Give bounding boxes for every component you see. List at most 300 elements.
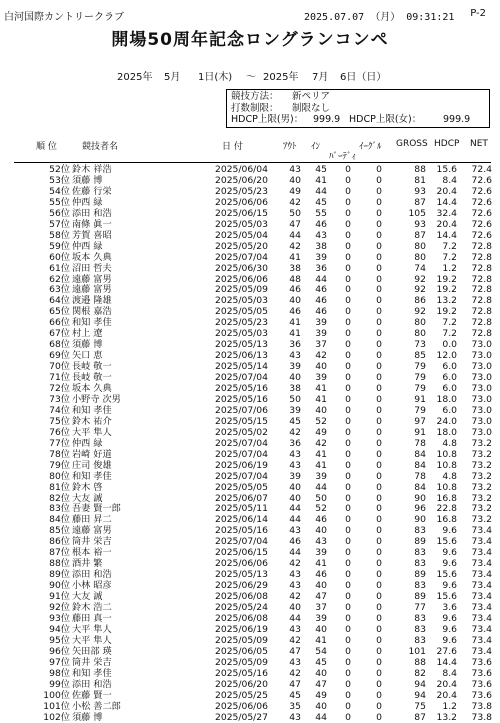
- cell-net: 73.2: [471, 481, 492, 493]
- cell-eagle: 0: [376, 229, 382, 241]
- cell-hdcp: 10.8: [436, 459, 457, 471]
- cell-eagle: 0: [376, 350, 382, 362]
- cell-birdie: 0: [345, 514, 351, 526]
- cell-net: 73.2: [471, 448, 492, 460]
- cell-net: 72.8: [471, 328, 492, 340]
- cell-in: 50: [315, 492, 327, 504]
- cell-date: 2025/07/04: [215, 448, 268, 460]
- cell-date: 2025/05/16: [215, 383, 268, 394]
- table-row: [0, 525, 500, 536]
- cell-gross: 87: [414, 196, 426, 208]
- cell-date: 2025/05/03: [215, 218, 268, 230]
- cell-name: 和知 孝佳: [72, 667, 112, 679]
- cell-rank: 57位: [49, 218, 70, 230]
- cell-out: 44: [289, 514, 301, 526]
- cell-rank: 59位: [49, 240, 70, 252]
- cell-date: 2025/05/16: [215, 393, 268, 405]
- cell-gross: 87: [414, 711, 426, 723]
- cell-date: 2025/06/06: [215, 273, 268, 285]
- cell-hdcp: 7.2: [442, 317, 457, 329]
- cell-name: 大平 隼人: [72, 426, 112, 438]
- cell-hdcp: 6.0: [442, 383, 457, 394]
- cell-hdcp: 6.0: [442, 361, 457, 373]
- cell-rank: 96位: [49, 645, 70, 657]
- cell-eagle: 0: [376, 328, 382, 340]
- cell-net: 73.2: [471, 503, 492, 515]
- cell-rank: 87位: [49, 547, 70, 559]
- cell-hdcp: 6.0: [442, 372, 457, 384]
- cell-net: 73.6: [471, 667, 492, 679]
- cell-in: 49: [315, 426, 327, 438]
- cell-gross: 83: [414, 547, 426, 559]
- cell-gross: 83: [414, 612, 426, 624]
- col-name: 競技者名: [82, 142, 119, 152]
- cell-gross: 97: [414, 415, 426, 427]
- table-row: [0, 361, 500, 372]
- cell-out: 40: [289, 174, 301, 186]
- cell-eagle: 0: [376, 317, 382, 329]
- cell-hdcp: 19.2: [436, 273, 457, 285]
- cell-in: 46: [315, 306, 327, 318]
- cell-date: 2025/06/15: [215, 547, 268, 559]
- cell-in: 44: [315, 481, 327, 493]
- cell-out: 35: [289, 700, 301, 712]
- cell-rank: 83位: [49, 503, 70, 515]
- cell-net: 72.8: [471, 251, 492, 263]
- cell-hdcp: 9.6: [442, 634, 457, 646]
- cell-rank: 99位: [49, 678, 70, 690]
- cell-eagle: 0: [376, 492, 382, 504]
- cell-name: 庄司 俊雄: [72, 459, 112, 471]
- cell-name: 南條 眞一: [72, 218, 112, 230]
- cell-net: 72.6: [471, 185, 492, 197]
- cell-in: 46: [315, 295, 327, 307]
- cell-in: 40: [315, 623, 327, 635]
- cell-rank: 97位: [49, 656, 70, 668]
- cell-date: 2025/05/23: [215, 185, 268, 197]
- cell-net: 72.6: [471, 174, 492, 186]
- cell-eagle: 0: [376, 196, 382, 208]
- cell-birdie: 0: [345, 185, 351, 197]
- cell-net: 73.0: [471, 404, 492, 416]
- cell-net: 73.2: [471, 459, 492, 471]
- cell-rank: 53位: [49, 174, 70, 186]
- cell-name: 長岐 敬一: [72, 372, 112, 384]
- cell-eagle: 0: [376, 273, 382, 285]
- cell-birdie: 0: [345, 306, 351, 318]
- cell-date: 2025/05/24: [215, 602, 268, 613]
- cell-name: 佐藤 行栄: [72, 185, 112, 197]
- cell-in: 36: [315, 262, 327, 274]
- cell-in: 41: [315, 393, 327, 405]
- cell-in: 46: [315, 569, 327, 581]
- cell-out: 36: [289, 437, 301, 449]
- table-row: [0, 547, 500, 558]
- cell-name: 須藤 博: [72, 174, 103, 186]
- cell-net: 73.4: [471, 591, 492, 603]
- cell-date: 2025/07/04: [215, 536, 268, 548]
- cell-hdcp: 8.4: [442, 174, 457, 186]
- cell-birdie: 0: [345, 437, 351, 449]
- cell-net: 72.6: [471, 207, 492, 219]
- cell-net: 73.4: [471, 525, 492, 537]
- limit-value: 制限なし: [292, 103, 331, 114]
- cell-in: 46: [315, 218, 327, 230]
- cell-gross: 85: [414, 350, 426, 362]
- cell-birdie: 0: [345, 426, 351, 438]
- cell-gross: 90: [414, 514, 426, 526]
- cell-gross: 80: [414, 317, 426, 329]
- cell-name: 吾妻 賢一郎: [72, 503, 121, 515]
- cell-gross: 84: [414, 448, 426, 460]
- cell-in: 37: [315, 602, 327, 613]
- cell-net: 73.4: [471, 536, 492, 548]
- cell-net: 72.8: [471, 273, 492, 285]
- cell-hdcp: 18.0: [436, 393, 457, 405]
- cell-net: 72.6: [471, 218, 492, 230]
- cell-date: 2025/05/13: [215, 569, 268, 581]
- table-row: [0, 175, 500, 186]
- cell-birdie: 0: [345, 580, 351, 592]
- cell-in: 45: [315, 164, 327, 175]
- table-row: [0, 646, 500, 657]
- cell-in: 46: [315, 514, 327, 526]
- cell-hdcp: 8.4: [442, 667, 457, 679]
- cell-gross: 80: [414, 328, 426, 340]
- cell-eagle: 0: [376, 284, 382, 296]
- cell-out: 42: [289, 591, 301, 603]
- cell-hdcp: 19.2: [436, 306, 457, 318]
- table-row: [0, 339, 500, 350]
- cell-out: 44: [289, 547, 301, 559]
- cell-date: 2025/06/06: [215, 196, 268, 208]
- cell-birdie: 0: [345, 459, 351, 471]
- cell-out: 47: [289, 678, 301, 690]
- cell-net: 73.6: [471, 678, 492, 690]
- cell-hdcp: 3.6: [442, 602, 457, 613]
- cell-date: 2025/06/30: [215, 262, 268, 274]
- table-row: [0, 164, 500, 175]
- col-birdie: ﾊﾞｰﾃﾞｨ: [329, 152, 357, 162]
- cell-hdcp: 7.2: [442, 328, 457, 340]
- cell-in: 39: [315, 251, 327, 263]
- cell-gross: 83: [414, 634, 426, 646]
- cell-gross: 80: [414, 240, 426, 252]
- cell-date: 2025/05/13: [215, 339, 268, 351]
- table-row: [0, 536, 500, 547]
- cell-rank: 75位: [49, 415, 70, 427]
- cell-gross: 92: [414, 284, 426, 296]
- cell-name: 芳賀 喜昭: [72, 229, 112, 241]
- cell-out: 49: [289, 185, 301, 197]
- cell-gross: 83: [414, 525, 426, 537]
- cell-out: 46: [289, 284, 301, 296]
- cell-gross: 84: [414, 459, 426, 471]
- cell-date: 2025/07/06: [215, 404, 268, 416]
- cell-name: 和知 孝佳: [72, 404, 112, 416]
- table-row: [0, 679, 500, 690]
- table-row: [0, 306, 500, 317]
- cell-gross: 79: [414, 372, 426, 384]
- cell-out: 45: [289, 415, 301, 427]
- cell-date: 2025/05/16: [215, 667, 268, 679]
- cell-birdie: 0: [345, 623, 351, 635]
- cell-rank: 89位: [49, 569, 70, 581]
- cell-out: 43: [289, 350, 301, 362]
- table-row: [0, 460, 500, 471]
- table-row: [0, 186, 500, 197]
- cell-gross: 82: [414, 667, 426, 679]
- cell-in: 41: [315, 383, 327, 394]
- cell-gross: 92: [414, 306, 426, 318]
- cell-name: 仲西 緑: [72, 437, 103, 449]
- cell-in: 41: [315, 634, 327, 646]
- cell-in: 45: [315, 656, 327, 668]
- period-separator: ～: [246, 72, 256, 83]
- cell-date: 2025/05/09: [215, 656, 268, 668]
- table-row: [0, 701, 500, 712]
- cell-date: 2025/05/02: [215, 426, 268, 438]
- cell-eagle: 0: [376, 448, 382, 460]
- cell-hdcp: 14.4: [436, 229, 457, 241]
- cell-hdcp: 9.6: [442, 623, 457, 635]
- cell-out: 43: [289, 569, 301, 581]
- period-end-day: 6日（日）: [340, 72, 387, 83]
- cell-out: 41: [289, 317, 301, 329]
- cell-hdcp: 9.6: [442, 525, 457, 537]
- cell-net: 72.4: [471, 164, 492, 175]
- cell-name: 遠藤 富男: [72, 525, 112, 537]
- cell-date: 2025/05/15: [215, 415, 268, 427]
- cell-net: 72.8: [471, 317, 492, 329]
- cell-rank: 55位: [49, 196, 70, 208]
- cell-birdie: 0: [345, 558, 351, 570]
- cell-name: 遠藤 富男: [72, 284, 112, 296]
- table-row: [0, 295, 500, 306]
- cell-hdcp: 20.4: [436, 689, 457, 701]
- cell-gross: 91: [414, 393, 426, 405]
- cell-name: 鈴木 祥浩: [72, 164, 112, 175]
- cell-in: 39: [315, 372, 327, 384]
- cell-out: 42: [289, 634, 301, 646]
- period-end-year: 2025年: [263, 72, 299, 83]
- cell-date: 2025/06/07: [215, 492, 268, 504]
- col-hdcp: HDCP: [434, 139, 460, 149]
- cell-gross: 84: [414, 481, 426, 493]
- cell-gross: 86: [414, 295, 426, 307]
- cell-name: 村上 遼: [72, 328, 103, 340]
- cell-out: 40: [289, 295, 301, 307]
- cell-name: 長岐 敬一: [72, 361, 112, 373]
- cell-gross: 73: [414, 339, 426, 351]
- table-row: [0, 241, 500, 252]
- cell-date: 2025/05/09: [215, 634, 268, 646]
- cell-in: 40: [315, 525, 327, 537]
- cell-net: 73.4: [471, 547, 492, 559]
- cell-eagle: 0: [376, 569, 382, 581]
- rules-box: [226, 89, 490, 128]
- cell-date: 2025/05/05: [215, 481, 268, 493]
- cell-eagle: 0: [376, 525, 382, 537]
- col-gross: GROSS: [396, 139, 428, 149]
- table-row: [0, 328, 500, 339]
- cell-out: 40: [289, 492, 301, 504]
- cell-gross: 78: [414, 470, 426, 482]
- cell-date: 2025/06/08: [215, 612, 268, 624]
- cell-eagle: 0: [376, 591, 382, 603]
- cell-birdie: 0: [345, 470, 351, 482]
- cell-birdie: 0: [345, 218, 351, 230]
- cell-in: 44: [315, 711, 327, 723]
- cell-birdie: 0: [345, 503, 351, 515]
- cell-in: 41: [315, 174, 327, 186]
- cell-hdcp: 27.6: [436, 645, 457, 657]
- cell-hdcp: 19.2: [436, 284, 457, 296]
- cell-rank: 93位: [49, 612, 70, 624]
- hdcp-female-label: HDCP上限(女)：: [349, 114, 422, 125]
- cell-net: 73.4: [471, 612, 492, 624]
- cell-name: 沼田 哲夫: [72, 262, 112, 274]
- cell-in: 43: [315, 536, 327, 548]
- cell-birdie: 0: [345, 262, 351, 274]
- table-row: [0, 712, 500, 723]
- cell-net: 73.6: [471, 689, 492, 701]
- table-row: [0, 197, 500, 208]
- cell-rank: 56位: [49, 207, 70, 219]
- cell-hdcp: 18.0: [436, 426, 457, 438]
- cell-gross: 101: [408, 645, 426, 657]
- cell-hdcp: 10.8: [436, 481, 457, 493]
- cell-eagle: 0: [376, 689, 382, 701]
- table-row: [0, 449, 500, 460]
- cell-rank: 91位: [49, 591, 70, 603]
- table-row: [0, 438, 500, 449]
- cell-eagle: 0: [376, 306, 382, 318]
- cell-net: 72.6: [471, 229, 492, 241]
- cell-net: 73.0: [471, 415, 492, 427]
- cell-birdie: 0: [345, 645, 351, 657]
- table-row: [0, 613, 500, 624]
- table-header: [0, 139, 500, 161]
- cell-gross: 87: [414, 229, 426, 241]
- cell-date: 2025/07/04: [215, 251, 268, 263]
- cell-hdcp: 1.2: [442, 262, 457, 274]
- cell-birdie: 0: [345, 350, 351, 362]
- cell-out: 40: [289, 481, 301, 493]
- cell-eagle: 0: [376, 262, 382, 274]
- hdcp-male-label: HDCP上限(男)：: [231, 114, 304, 125]
- cell-name: 大友 誠: [72, 492, 103, 504]
- cell-name: 筒井 栄吉: [72, 536, 112, 548]
- cell-eagle: 0: [376, 240, 382, 252]
- table-row: [0, 284, 500, 295]
- table-row: [0, 657, 500, 668]
- cell-net: 73.4: [471, 580, 492, 592]
- cell-birdie: 0: [345, 361, 351, 373]
- cell-name: 大平 隼人: [72, 623, 112, 635]
- cell-gross: 88: [414, 164, 426, 175]
- cell-gross: 93: [414, 218, 426, 230]
- cell-gross: 75: [414, 700, 426, 712]
- page-title: 開場50周年記念ロングランコンペ: [111, 30, 389, 50]
- cell-date: 2025/06/19: [215, 459, 268, 471]
- cell-rank: 58位: [49, 229, 70, 241]
- cell-name: 遠藤 富男: [72, 273, 112, 285]
- cell-date: 2025/07/04: [215, 372, 268, 384]
- cell-net: 72.8: [471, 284, 492, 296]
- cell-in: 47: [315, 678, 327, 690]
- cell-date: 2025/06/04: [215, 164, 268, 175]
- cell-net: 73.0: [471, 350, 492, 362]
- cell-hdcp: 9.6: [442, 547, 457, 559]
- cell-rank: 85位: [49, 525, 70, 537]
- cell-eagle: 0: [376, 218, 382, 230]
- cell-net: 73.2: [471, 470, 492, 482]
- period-start-day: 1日(木): [198, 72, 233, 83]
- cell-birdie: 0: [345, 383, 351, 394]
- cell-gross: 79: [414, 361, 426, 373]
- cell-gross: 94: [414, 689, 426, 701]
- cell-gross: 91: [414, 426, 426, 438]
- cell-net: 73.2: [471, 437, 492, 449]
- cell-eagle: 0: [376, 711, 382, 723]
- table-row: [0, 252, 500, 263]
- club-name: 白河国際カントリークラブ: [4, 12, 124, 23]
- cell-out: 36: [289, 339, 301, 351]
- table-row: [0, 405, 500, 416]
- cell-net: 72.8: [471, 262, 492, 274]
- cell-hdcp: 13.2: [436, 295, 457, 307]
- cell-rank: 76位: [49, 426, 70, 438]
- table-row: [0, 274, 500, 285]
- cell-eagle: 0: [376, 612, 382, 624]
- cell-in: 40: [315, 361, 327, 373]
- cell-rank: 52位: [49, 164, 70, 175]
- cell-date: 2025/06/19: [215, 623, 268, 635]
- cell-hdcp: 7.2: [442, 240, 457, 252]
- cell-name: 鈴木 祐介: [72, 415, 112, 427]
- cell-rank: 102位: [43, 711, 70, 723]
- table-row: [0, 394, 500, 405]
- cell-out: 50: [289, 207, 301, 219]
- cell-birdie: 0: [345, 328, 351, 340]
- cell-name: 藤田 昇二: [72, 514, 112, 526]
- cell-gross: 78: [414, 437, 426, 449]
- cell-eagle: 0: [376, 547, 382, 559]
- cell-birdie: 0: [345, 569, 351, 581]
- cell-out: 42: [289, 667, 301, 679]
- cell-eagle: 0: [376, 656, 382, 668]
- table-row: [0, 219, 500, 230]
- cell-birdie: 0: [345, 240, 351, 252]
- cell-rank: 73位: [49, 393, 70, 405]
- cell-rank: 64位: [49, 295, 70, 307]
- cell-birdie: 0: [345, 339, 351, 351]
- cell-birdie: 0: [345, 251, 351, 263]
- cell-name: 大平 隼人: [72, 634, 112, 646]
- cell-hdcp: 20.4: [436, 678, 457, 690]
- cell-date: 2025/05/27: [215, 711, 268, 723]
- cell-gross: 90: [414, 492, 426, 504]
- cell-out: 50: [289, 393, 301, 405]
- cell-rank: 74位: [49, 404, 70, 416]
- cell-eagle: 0: [376, 164, 382, 175]
- table-row: [0, 317, 500, 328]
- cell-out: 42: [289, 240, 301, 252]
- cell-in: 39: [315, 612, 327, 624]
- cell-hdcp: 20.4: [436, 185, 457, 197]
- cell-birdie: 0: [345, 481, 351, 493]
